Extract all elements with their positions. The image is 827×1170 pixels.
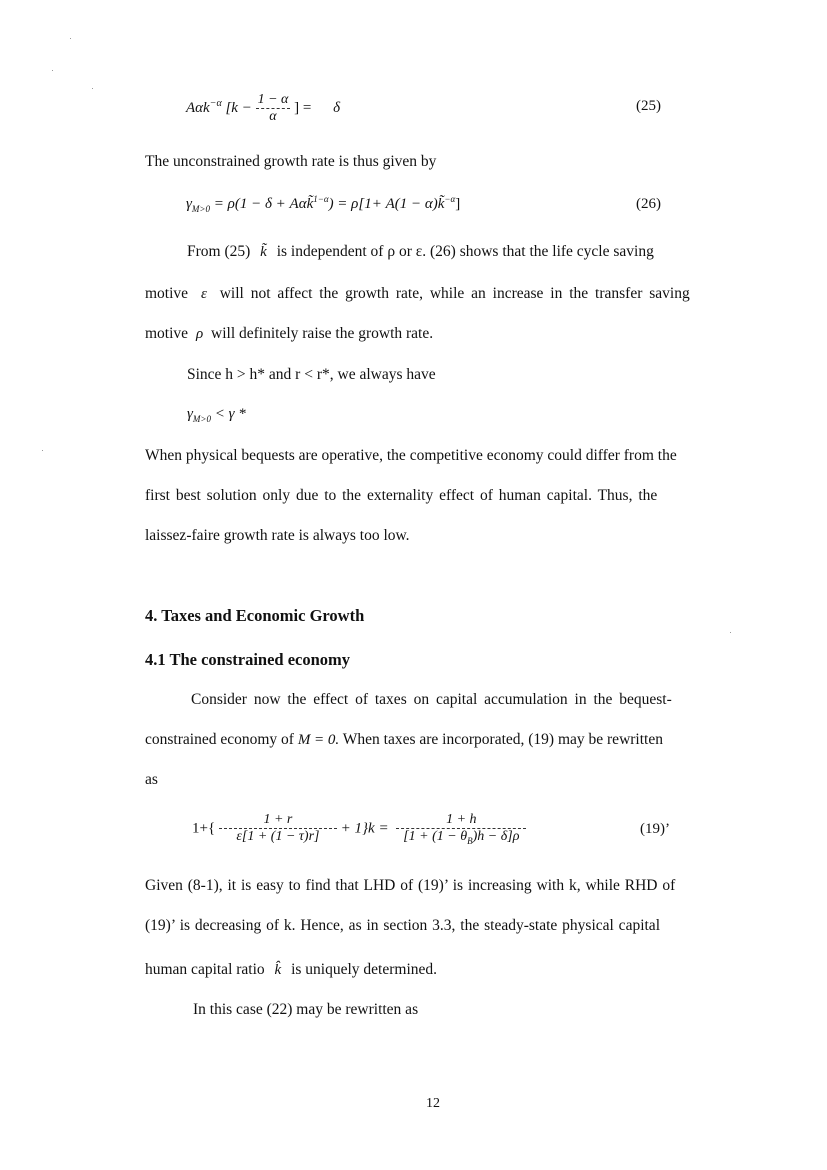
eq25-frac-num: 1 − α <box>257 92 289 107</box>
eq19p-fraction-1 <box>219 812 337 845</box>
eq19p-one-plus: 1+{ <box>192 820 216 837</box>
paragraph-line: When physical bequests are operative, the competitive economy could differ from the <box>145 447 677 464</box>
eq26-exp2: −α <box>444 194 456 204</box>
paragraph-line: laissez-faire growth rate is always too low. <box>145 527 410 544</box>
paragraph-line: Consider now the effect of taxes on capital accumulation in the bequest- <box>191 691 672 708</box>
eq26-body3: ] <box>455 196 461 212</box>
eq26-ktilde: k̃ <box>306 196 314 212</box>
paragraph-line <box>145 325 433 343</box>
text-span: will definitely raise the growth rate. <box>211 325 434 342</box>
eq26-gamma: γ <box>186 196 192 212</box>
text-span: constrained economy of <box>145 731 298 748</box>
ineq-rest: < γ * <box>211 406 246 422</box>
eq25-fraction <box>256 92 291 125</box>
text-line: The unconstrained growth rate is thus given by <box>145 153 437 170</box>
inequality <box>187 406 246 424</box>
paragraph-line <box>145 731 663 749</box>
eq26-ktilde-2: k̃ <box>437 196 445 212</box>
eq26-exp1: 1−α <box>313 194 329 204</box>
text-span: motive <box>145 325 189 342</box>
eq19p-frac2-den-sub: B <box>467 835 473 846</box>
scan-speck <box>70 38 71 39</box>
eq26-body2: ) = ρ[1+ A(1 − α) <box>328 196 438 212</box>
ineq-subscript: M>0 <box>192 414 211 424</box>
paragraph-line: as <box>145 771 158 788</box>
text-span: is independent of ρ or ε. (26) shows that the life cycle saving <box>276 243 654 260</box>
eq19p-frac1-den: ε[1 + (1 − τ)r] <box>219 828 337 845</box>
eq25-rhs: δ <box>333 99 341 116</box>
equation-number-26: (26) <box>636 196 661 212</box>
equation-number-25: (25) <box>636 98 661 114</box>
scan-speck <box>730 632 731 633</box>
eq26-body1: = ρ(1 − δ + Aα <box>210 196 307 212</box>
eq25-lhs: Aαk <box>186 99 210 116</box>
rho-symbol: ρ <box>195 326 204 342</box>
paragraph-line <box>145 961 437 979</box>
eq19p-frac2-den-a: [1 + (1 − θ <box>403 829 468 844</box>
eq19p-frac2-den-b: )h − δ]ρ <box>472 829 520 844</box>
k-hat-symbol: k̂ <box>274 962 282 978</box>
eq25-exponent: −α <box>209 97 222 109</box>
page-number: 12 <box>426 1096 440 1111</box>
eq19p-frac2-den <box>396 828 526 846</box>
text-span: will not affect the growth rate, while an increase in the transfer saving <box>219 285 690 302</box>
subsection-heading: 4.1 The constrained economy <box>145 650 351 669</box>
ineq-gamma: γ <box>187 406 193 422</box>
equation-19-prime <box>192 812 526 846</box>
text-line: In this case (22) may be rewritten as <box>193 1001 419 1018</box>
scan-speck <box>92 88 93 89</box>
paragraph-line <box>187 243 654 261</box>
eq25-frac-den: α <box>256 108 291 125</box>
k-tilde-symbol: k̃ <box>260 244 267 260</box>
paragraph-line: Given (8-1), it is easy to find that LHD of (19)’ is increasing with k, while RHD of <box>145 877 676 894</box>
scan-speck <box>42 450 43 451</box>
eq25-bracket-close: ] = <box>294 99 312 116</box>
math-span: M = 0. <box>297 732 340 748</box>
equation-26 <box>186 194 460 214</box>
text-span: motive <box>145 285 189 302</box>
paragraph-line: first best solution only due to the externality effect of human capital. Thus, the <box>145 487 658 504</box>
text-line: Since h > h* and r < r*, we always have <box>187 366 436 383</box>
text-span: human capital ratio <box>145 961 265 978</box>
equation-number-19-prime: (19)’ <box>640 821 670 837</box>
paragraph-line <box>145 285 690 303</box>
text-span: When taxes are incorporated, (19) may be rewritten <box>339 731 663 748</box>
eq19p-fraction-2 <box>396 812 526 846</box>
text-span: is uniquely determined. <box>291 961 438 978</box>
equation-25 <box>186 92 340 125</box>
eq25-bracket-open: [k − <box>225 99 252 116</box>
eq26-subscript: M>0 <box>191 204 210 214</box>
text-span: From (25) <box>187 243 251 260</box>
scan-speck <box>52 70 53 71</box>
paragraph-line: (19)’ is decreasing of k. Hence, as in section 3.3, the steady-state physical capital <box>145 917 660 934</box>
epsilon-symbol: ε <box>200 286 207 302</box>
eq19p-frac1-num: 1 + r <box>263 812 293 828</box>
section-heading: 4. Taxes and Economic Growth <box>145 606 365 625</box>
eq19p-mid: + 1}k = <box>340 820 389 837</box>
eq19p-frac2-num: 1 + h <box>446 812 477 827</box>
